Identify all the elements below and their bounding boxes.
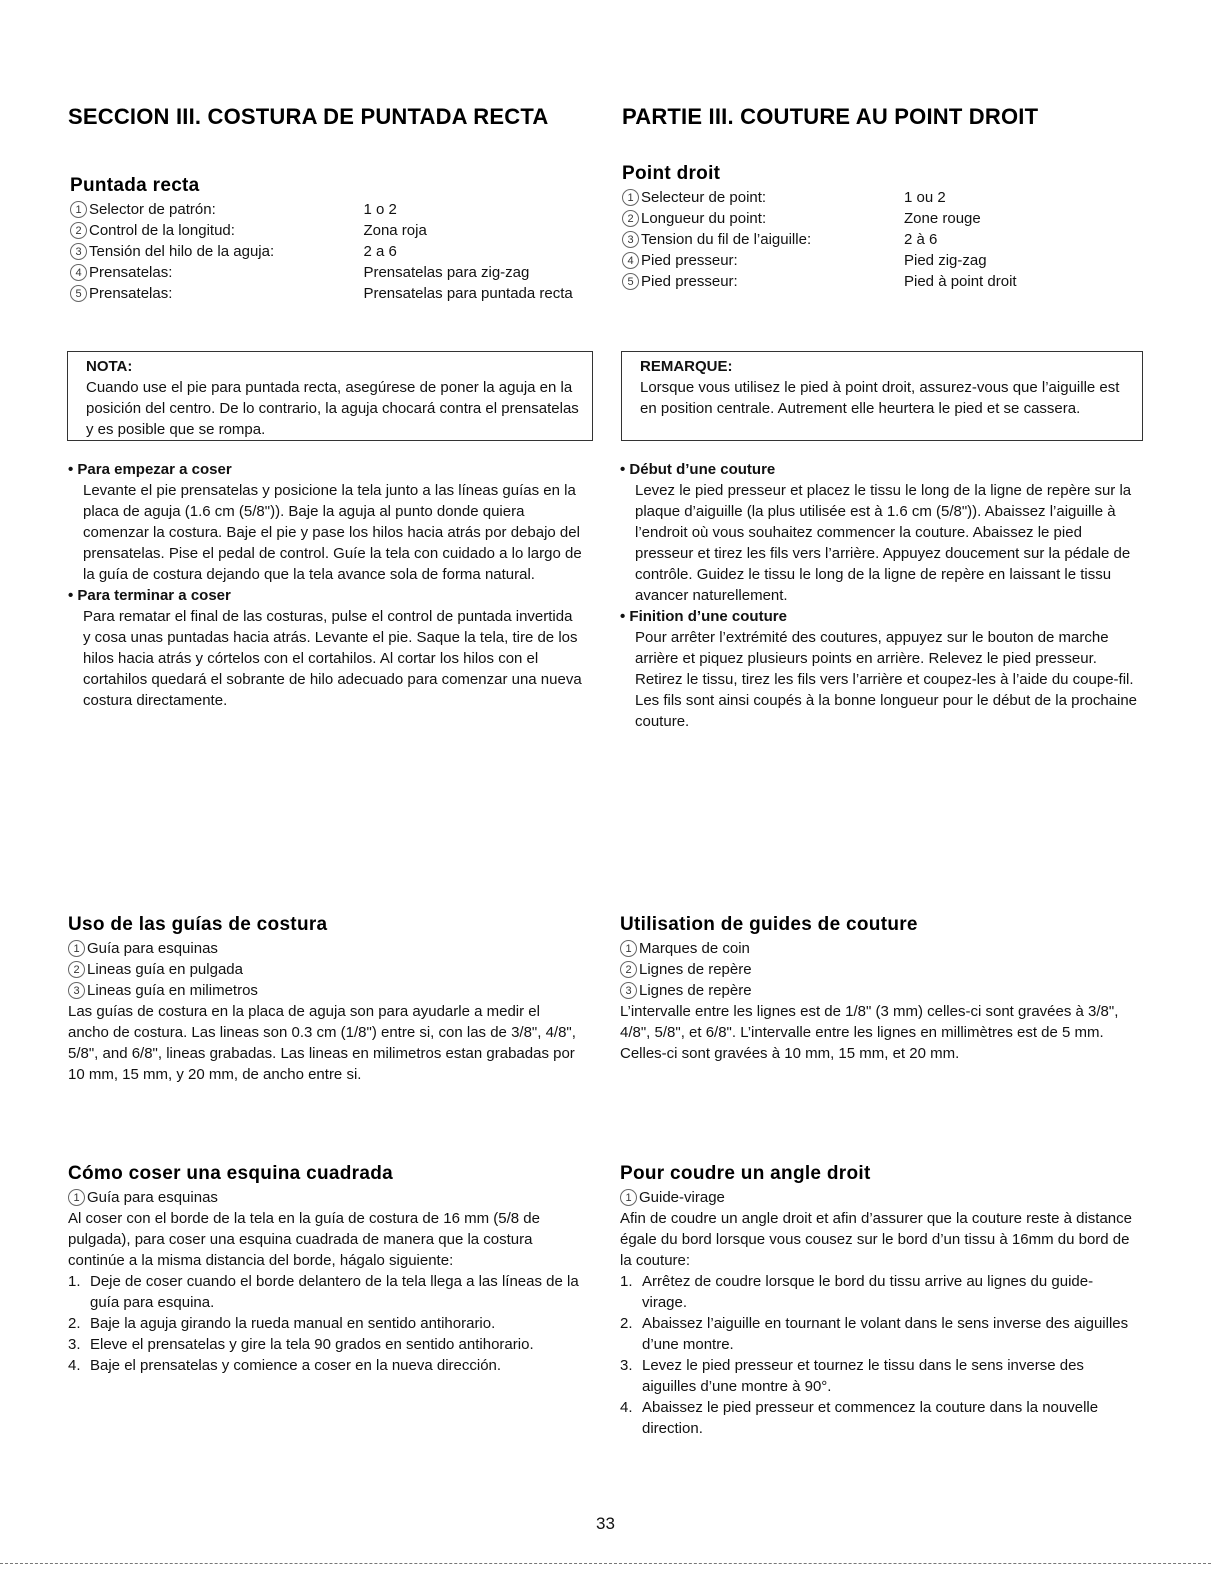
list-item-text: Marques de coin — [639, 940, 750, 957]
step-text: Eleve el prensatelas y gire la tela 90 grados en sentido antihorario. — [90, 1336, 534, 1353]
es-guides-heading: Uso de las guías de costura — [68, 914, 328, 935]
fr-square-corner-block — [620, 1163, 1138, 1439]
setting-label: Pied presseur: — [641, 252, 738, 269]
note-label: NOTA: — [86, 358, 133, 375]
es-start-title: • Para empezar a coser — [68, 459, 584, 480]
step-item — [68, 1355, 582, 1376]
fr-seam-guides-block — [620, 914, 1132, 1064]
fr-sewing-instructions — [620, 459, 1138, 732]
circle-number-icon: 4 — [622, 252, 639, 269]
circle-number-icon: 2 — [620, 961, 637, 978]
circle-number-icon: 5 — [70, 285, 87, 302]
setting-label: Tension du fil de l’aiguille: — [641, 231, 812, 248]
setting-label: Selector de patrón: — [89, 201, 216, 218]
setting-label: Prensatelas: — [89, 264, 173, 281]
setting-row — [70, 283, 590, 304]
bottom-divider — [0, 1563, 1211, 1564]
step-text: Levez le pied presseur et tournez le tissu dans le sens inverse des aiguilles d’une montre à 90°. — [642, 1357, 1084, 1395]
setting-label: Prensatelas: — [89, 285, 173, 302]
section-title-fr: PARTIE III. COUTURE AU POINT DROIT — [622, 104, 1039, 129]
es-finish-title: • Para terminar a coser — [68, 585, 584, 606]
list-item-text: Guía para esquinas — [87, 940, 218, 957]
fr-corner-steps — [620, 1271, 1138, 1439]
es-corner-text: Al coser con el borde de la tela en la guía de costura de 16 mm (5/8 de pulgada), para coser una esquina cuadrada de manera que la costura continúe a la misma distancia del borde, hágalo siguiente: — [68, 1210, 540, 1269]
step-text: Abaissez l’aiguille en tournant le volant dans le sens inverse des aiguilles d’une montre. — [642, 1315, 1129, 1353]
es-note-box — [67, 351, 593, 441]
step-item — [68, 1313, 582, 1334]
section-title-es: SECCION III. COSTURA DE PUNTADA RECTA — [68, 104, 549, 129]
list-item — [68, 1187, 582, 1208]
setting-row — [622, 250, 1142, 271]
list-item — [68, 959, 576, 980]
step-text: Arrêtez de coudre lorsque le bord du tissu arrive au lignes du guide-virage. — [642, 1273, 1094, 1311]
es-sewing-instructions — [68, 459, 584, 711]
es-square-corner-block — [68, 1163, 582, 1376]
step-item — [620, 1313, 1138, 1355]
fr-corner-text: Afin de coudre un angle droit et afin d’assurer que la couture reste à distance égale du bord lorsque vous cousez sur le bord d’un tissu à 16mm du bord de la couture: — [620, 1210, 1132, 1269]
setting-label: Tensión del hilo de la aguja: — [89, 243, 275, 260]
es-straight-stitch-block — [70, 175, 590, 304]
fr-straight-stitch-block — [622, 163, 1142, 292]
setting-label: Longueur du point: — [641, 210, 767, 227]
circle-number-icon: 1 — [622, 189, 639, 206]
step-text: Abaissez le pied presseur et commencez la couture dans la nouvelle direction. — [642, 1399, 1099, 1437]
fr-guides-text: L’intervalle entre les lignes est de 1/8" (3 mm) celles-ci sont gravées à 3/8", 4/8", 5/8", et 6/8". L’intervalle entre les lignes en millimètres est de 5 mm. Celles-ci sont gravées à 10 mm, 15 mm, et 20 mm. — [620, 1003, 1119, 1062]
setting-label: Pied presseur: — [641, 273, 738, 290]
setting-row — [622, 271, 1142, 292]
circle-number-icon: 1 — [68, 940, 85, 957]
setting-value: 2 a 6 — [363, 243, 397, 260]
circle-number-icon: 1 — [620, 1189, 637, 1206]
circle-number-icon: 1 — [620, 940, 637, 957]
setting-value: Zone rouge — [904, 210, 981, 227]
step-number: 2. — [68, 1315, 81, 1332]
step-number: 3. — [620, 1357, 633, 1374]
es-settings-table — [70, 199, 590, 304]
es-seam-guides-block — [68, 914, 576, 1085]
setting-row — [70, 241, 590, 262]
fr-start-title: • Début d’une couture — [620, 459, 1138, 480]
circle-number-icon: 2 — [622, 210, 639, 227]
setting-row — [70, 199, 590, 220]
list-item — [620, 980, 1132, 1001]
fr-straight-heading: Point droit — [622, 163, 721, 184]
step-number: 2. — [620, 1315, 633, 1332]
list-item — [68, 938, 576, 959]
fr-finish-title: • Finition d’une couture — [620, 606, 1138, 627]
list-item — [620, 959, 1132, 980]
es-corner-heading: Cómo coser una esquina cuadrada — [68, 1163, 393, 1184]
setting-label: Selecteur de point: — [641, 189, 767, 206]
list-item-text: Lineas guía en pulgada — [87, 961, 243, 978]
step-item — [620, 1355, 1138, 1397]
circle-number-icon: 2 — [70, 222, 87, 239]
fr-corner-heading: Pour coudre un angle droit — [620, 1163, 871, 1184]
fr-start-text: Levez le pied presseur et placez le tissu le long de la ligne de repère sur la plaque d’aiguille (la plus utilisée est à 1.6 cm (5/8")). Abaissez l’aiguille à l’endroit où vous souhaitez commencer la couture. Abaissez le pied presseur et tirez les fils vers l’arrière. Appuyez doucement sur la pédale de contrôle. Guidez le tissu le long de la ligne de repère en laissant le tissu avancer naturellement. — [635, 482, 1132, 604]
setting-value: Zona roja — [363, 222, 427, 239]
list-item-text: Guía para esquinas — [87, 1189, 218, 1206]
setting-row — [622, 208, 1142, 229]
setting-label: Control de la longitud: — [89, 222, 235, 239]
setting-row — [70, 220, 590, 241]
circle-number-icon: 3 — [70, 243, 87, 260]
step-text: Baje la aguja girando la rueda manual en sentido antihorario. — [90, 1315, 496, 1332]
circle-number-icon: 3 — [620, 982, 637, 999]
list-item — [620, 938, 1132, 959]
circle-number-icon: 3 — [622, 231, 639, 248]
step-text: Baje el prensatelas y comience a coser en la nueva dirección. — [90, 1357, 502, 1374]
es-guides-text: Las guías de costura en la placa de aguja son para ayudarle a medir el ancho de costura. Las lineas son 0.3 cm (1/8") entre si, con las de 3/8", 4/8", 5/8", and 6/8", lineas grabadas. Las lineas en milimetros estan grabadas por 10 mm, 15 mm, y 20 mm, de ancho entre si. — [68, 1003, 576, 1083]
es-finish-text: Para rematar el final de las costuras, pulse el control de puntada invertida y cosa unas puntadas hacia atrás. Levante el pie. Saque la tela, tire de los hilos hacia atrás y córtelos con el cortahilos. Al cortar los hilos con el cortahilos quedará el sobrante de hilo adecuado para comenzar una nueva costura directamente. — [83, 608, 582, 709]
circle-number-icon: 1 — [70, 201, 87, 218]
fr-finish-text: Pour arrêter l’extrémité des coutures, appuyez sur le bouton de marche arrière et piquez plusieurs points en arrière. Relevez le pied presseur. Retirez le tissu, tirez les fils vers l’arrière et coupez-les à l’aide du coupe-fil. Les fils sont ainsi coupés à la bonne longueur pour le début de la prochaine couture. — [635, 629, 1138, 730]
list-item-text: Lineas guía en milimetros — [87, 982, 258, 999]
list-item-text: Lignes de repère — [639, 961, 752, 978]
circle-number-icon: 2 — [68, 961, 85, 978]
step-item — [68, 1271, 582, 1313]
step-item — [620, 1397, 1138, 1439]
fr-guides-heading: Utilisation de guides de couture — [620, 914, 918, 935]
step-number: 3. — [68, 1336, 81, 1353]
step-number: 4. — [68, 1357, 81, 1374]
setting-row — [70, 262, 590, 283]
setting-value: 1 o 2 — [363, 201, 397, 218]
setting-row — [622, 229, 1142, 250]
circle-number-icon: 3 — [68, 982, 85, 999]
step-item — [68, 1334, 582, 1355]
es-straight-heading: Puntada recta — [70, 175, 200, 196]
step-number: 1. — [68, 1273, 81, 1290]
circle-number-icon: 1 — [68, 1189, 85, 1206]
setting-row — [622, 187, 1142, 208]
setting-value: Pied zig-zag — [904, 252, 987, 269]
setting-value: 2 à 6 — [904, 231, 938, 248]
step-number: 4. — [620, 1399, 633, 1416]
setting-value: 1 ou 2 — [904, 189, 946, 206]
note-text: Cuando use el pie para puntada recta, asegúrese de poner la aguja en la posición del centro. De lo contrario, la aguja chocará contra el prensatelas y es posible que se rompa. — [86, 379, 579, 438]
step-number: 1. — [620, 1273, 633, 1290]
note-text: Lorsque vous utilisez le pied à point droit, assurez-vous que l’aiguille est en position centrale. Autrement elle heurtera le pied et se cassera. — [640, 379, 1120, 417]
setting-value: Prensatelas para puntada recta — [363, 285, 573, 302]
fr-note-box — [621, 351, 1143, 441]
circle-number-icon: 5 — [622, 273, 639, 290]
circle-number-icon: 4 — [70, 264, 87, 281]
list-item — [68, 980, 576, 1001]
list-item-text: Lignes de repère — [639, 982, 752, 999]
list-item-text: Guide-virage — [639, 1189, 725, 1206]
page-number: 33 — [596, 1514, 615, 1533]
note-label: REMARQUE: — [640, 358, 733, 375]
setting-value: Prensatelas para zig-zag — [363, 264, 530, 281]
step-item — [620, 1271, 1138, 1313]
es-start-text: Levante el pie prensatelas y posicione la tela junto a las líneas guías en la placa de aguja (1.6 cm (5/8")). Baje la aguja al punto donde quiera comenzar la costura. Baje el pie y pase los hilos hacia atrás por debajo del prensatelas. Pise el pedal de control. Guíe la tela con cuidado a lo largo de la guía de costura dejando que la tela avance sola de forma natural. — [83, 482, 582, 583]
list-item — [620, 1187, 1138, 1208]
setting-value: Pied à point droit — [904, 273, 1017, 290]
step-text: Deje de coser cuando el borde delantero de la tela llega a las líneas de la guía para esquina. — [90, 1273, 579, 1311]
fr-settings-table — [622, 187, 1142, 292]
es-corner-steps — [68, 1271, 582, 1376]
